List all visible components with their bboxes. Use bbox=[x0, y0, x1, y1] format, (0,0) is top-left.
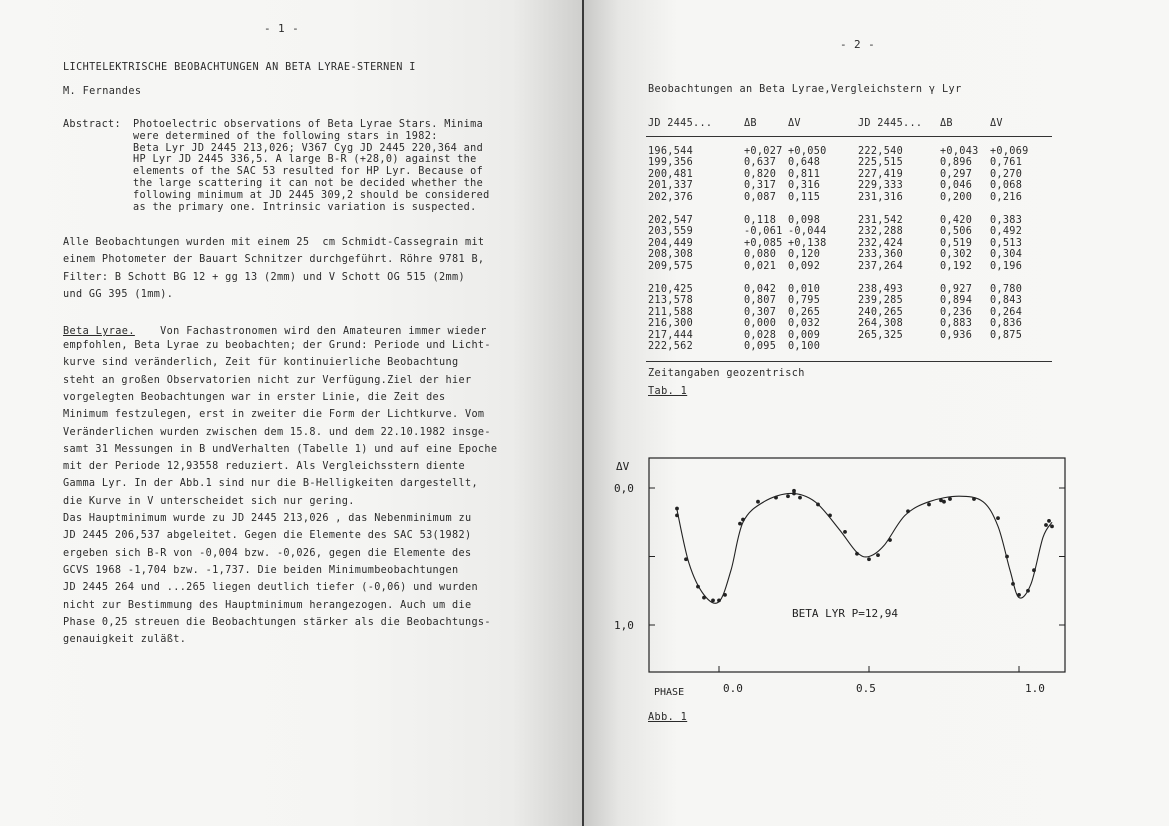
y-tick-label-0: 0,0 bbox=[614, 482, 634, 495]
abstract-line: elements of the SAC 53 resulted for HP Lyr. Because of bbox=[133, 166, 484, 178]
right-page bbox=[584, 0, 1169, 826]
table-cell: 265,325 bbox=[858, 329, 904, 341]
table-cell: 199,356 bbox=[648, 157, 694, 169]
body-line: nicht zur Bestimmung des Hauptminimum herangezogen. Auch um die bbox=[63, 599, 472, 611]
table-cell: 0,513 bbox=[990, 237, 1023, 249]
table-cell: +0,043 bbox=[940, 146, 979, 157]
table-cell: 222,540 bbox=[858, 146, 904, 157]
table-cell: 0,098 bbox=[788, 215, 821, 226]
abstract-line: Beta Lyr JD 2445 213,026; V367 Cyg JD 2445 220,364 and bbox=[133, 142, 484, 154]
table-cell: 232,288 bbox=[858, 226, 904, 238]
table-cell: 0,936 bbox=[940, 329, 973, 341]
table-cell: 0,196 bbox=[990, 260, 1023, 272]
table-cell: +0,138 bbox=[788, 237, 827, 249]
table-cell: 213,578 bbox=[648, 295, 694, 307]
table-note: Zeitangaben geozentrisch bbox=[648, 368, 805, 379]
table-cell: 238,493 bbox=[858, 284, 904, 295]
body-line: GCVS 1968 -1,704 bzw. -1,737. Die beiden Minimumbeobachtungen bbox=[63, 564, 459, 576]
table-cell: 210,425 bbox=[648, 284, 694, 295]
section-heading: Beta Lyrae. bbox=[63, 326, 135, 337]
data-point bbox=[1011, 582, 1015, 586]
table-cell: 232,424 bbox=[858, 237, 904, 249]
table-cell: 225,515 bbox=[858, 157, 904, 169]
instrument-line: einem Photometer der Bauart Schnitzer durchgeführt. Röhre 9781 B, bbox=[63, 254, 485, 266]
x-tick-label-0: 0.0 bbox=[723, 682, 743, 695]
table-cell: 0,216 bbox=[990, 191, 1023, 203]
plot-frame bbox=[649, 458, 1065, 672]
table-cell: 0,068 bbox=[990, 180, 1023, 192]
table-cell: 227,419 bbox=[858, 168, 904, 180]
table-cell: 239,285 bbox=[858, 295, 904, 307]
figure-caption: Abb. 1 bbox=[648, 712, 688, 723]
table-cell: 0,780 bbox=[990, 284, 1023, 295]
data-point bbox=[843, 530, 847, 534]
body-line: kurve sind veränderlich, Zeit für kontinuierliche Beobachtung bbox=[63, 357, 459, 369]
table-cell: 0,009 bbox=[788, 329, 821, 341]
abstract-line: were determined of the following stars in 1982: bbox=[133, 130, 438, 142]
body-line: Minimum festzulegen, erst in zweiter die Form der Lichtkurve. Vom bbox=[63, 409, 485, 421]
table-bottom-rule bbox=[646, 361, 1052, 362]
data-point bbox=[1017, 593, 1021, 597]
body-line: ergeben sich B-R von -0,004 bzw. -0,026, gegen die Elemente des bbox=[63, 547, 472, 559]
table-cell: 196,544 bbox=[648, 146, 694, 157]
data-point bbox=[855, 552, 859, 556]
table-cell: 202,376 bbox=[648, 191, 694, 203]
data-point bbox=[906, 509, 910, 513]
data-point bbox=[675, 514, 679, 518]
table-cell: 231,542 bbox=[858, 215, 904, 226]
table-cell: 0,200 bbox=[940, 191, 973, 203]
col-jd-1: JD 2445... bbox=[648, 118, 713, 129]
table-cell: 0,000 bbox=[744, 318, 777, 330]
col-dv-2: ΔV bbox=[990, 118, 1003, 129]
table-cell: 209,575 bbox=[648, 260, 694, 272]
table-cell: 203,559 bbox=[648, 226, 694, 238]
abstract-line: as the primary one. Intrinsic variation is suspected. bbox=[133, 201, 477, 213]
table-cell: +0,027 bbox=[744, 146, 783, 157]
y-tick-label-1: 1,0 bbox=[614, 619, 634, 632]
table-cell: 211,588 bbox=[648, 306, 694, 318]
table-cell: 222,562 bbox=[648, 341, 694, 352]
light-curve-chart bbox=[584, 440, 1169, 740]
data-point bbox=[927, 503, 931, 507]
table-cell: 0,807 bbox=[744, 295, 777, 307]
author: M. Fernandes bbox=[63, 86, 142, 97]
body-line: samt 31 Messungen in B undVerhalten (Tabelle 1) und auf eine Epoche bbox=[63, 443, 498, 455]
table-top-rule bbox=[646, 136, 1052, 137]
body-line: steht an großen Observatorien nicht zur Verfügung.Ziel der hier bbox=[63, 374, 472, 386]
body-line: Das Hauptminimum wurde zu JD 2445 213,026 , das Nebenminimum zu bbox=[63, 513, 472, 524]
table-cell: 0,265 bbox=[788, 306, 821, 318]
col-jd-2: JD 2445... bbox=[858, 118, 923, 129]
body-line: JD 2445 264 und ...265 liegen deutlich tiefer (-0,06) und wurden bbox=[63, 582, 478, 594]
body-first-line: Von Fachastronomen wird den Amateuren immer wieder bbox=[147, 326, 487, 337]
table-cell: 0,118 bbox=[744, 215, 777, 226]
page-number-2: - 2 - bbox=[840, 38, 876, 51]
table-cell: +0,069 bbox=[990, 146, 1029, 157]
table-cell: 0,192 bbox=[940, 260, 973, 272]
abstract-line: following minimum at JD 2445 309,2 should be considered bbox=[133, 189, 490, 201]
table-cell: 0,894 bbox=[940, 295, 973, 307]
table-cell: 201,337 bbox=[648, 180, 694, 192]
table-cell: 0,896 bbox=[940, 157, 973, 169]
abstract-line: the large scattering it can not be decided whether the bbox=[133, 178, 484, 189]
body-line: empfohlen, Beta Lyrae zu beobachten; der Grund: Periode und Licht- bbox=[63, 340, 491, 351]
table-cell: 0,648 bbox=[788, 157, 821, 169]
body-line: JD 2445 206,537 abgeleitet. Gegen die Elemente des SAC 53(1982) bbox=[63, 530, 472, 542]
data-point bbox=[717, 598, 721, 602]
data-point bbox=[948, 497, 952, 501]
table-body bbox=[648, 146, 1058, 356]
table-cell: 0,095 bbox=[744, 341, 777, 352]
data-point bbox=[1032, 568, 1036, 572]
data-point bbox=[828, 514, 832, 518]
table-cell: 237,264 bbox=[858, 260, 904, 272]
fitted-light-curve bbox=[677, 493, 1052, 603]
table-cell: 0,120 bbox=[788, 249, 821, 261]
table-cell: 0,843 bbox=[990, 295, 1023, 307]
data-point bbox=[876, 553, 880, 557]
data-point bbox=[798, 496, 802, 500]
table-cell: 0,087 bbox=[744, 191, 777, 203]
instrument-line: und GG 395 (1mm). bbox=[63, 288, 174, 300]
data-point bbox=[696, 585, 700, 589]
data-point bbox=[792, 492, 796, 496]
table-cell: 0,080 bbox=[744, 249, 777, 261]
table-cell: 0,927 bbox=[940, 284, 973, 295]
table-cell: 0,028 bbox=[744, 329, 777, 341]
table-cell: 202,547 bbox=[648, 215, 694, 226]
table-cell: 0,637 bbox=[744, 157, 777, 169]
table-cell: 0,492 bbox=[990, 226, 1023, 238]
table-heading: Beobachtungen an Beta Lyrae,Vergleichstern γ Lyr bbox=[648, 84, 962, 95]
table-cell: 0,092 bbox=[788, 260, 821, 272]
table-cell: 0,317 bbox=[744, 180, 777, 192]
table-cell: 231,316 bbox=[858, 191, 904, 203]
body-line: Gamma Lyr. In der Abb.1 sind nur die B-Helligkeiten dargestellt, bbox=[63, 478, 478, 490]
table-cell: 0,297 bbox=[940, 168, 973, 180]
left-page bbox=[0, 0, 582, 826]
abstract-label: Abstract: bbox=[63, 119, 121, 130]
data-point bbox=[774, 496, 778, 500]
table-cell: 0,875 bbox=[990, 329, 1023, 341]
table-cell: 0,383 bbox=[990, 215, 1023, 226]
data-point bbox=[786, 494, 790, 498]
table-header bbox=[648, 118, 1058, 138]
col-db-2: ΔB bbox=[940, 118, 953, 129]
data-point bbox=[888, 538, 892, 542]
table-cell: 204,449 bbox=[648, 237, 694, 249]
table-cell: 0,420 bbox=[940, 215, 973, 226]
table-cell: 0,761 bbox=[990, 157, 1023, 169]
table-cell: 0,010 bbox=[788, 284, 821, 295]
data-point bbox=[816, 503, 820, 507]
x-axis-label: PHASE bbox=[654, 687, 685, 698]
abstract-line: Photoelectric observations of Beta Lyrae Stars. Minima bbox=[133, 119, 484, 130]
table-cell: 200,481 bbox=[648, 168, 694, 180]
data-point bbox=[741, 518, 745, 522]
data-point bbox=[684, 557, 688, 561]
instrument-line: Filter: B Schott BG 12 + gg 13 (2mm) und V Schott OG 515 (2mm) bbox=[63, 271, 465, 283]
page-number: - 1 - bbox=[264, 22, 300, 35]
table-cell: 0,270 bbox=[990, 168, 1023, 180]
table-cell: 216,300 bbox=[648, 318, 694, 330]
table-cell: 0,883 bbox=[940, 318, 973, 330]
table-cell: 0,042 bbox=[744, 284, 777, 295]
x-tick-label-1: 0.5 bbox=[856, 682, 876, 695]
data-point bbox=[1047, 519, 1051, 523]
table-cell: 217,444 bbox=[648, 329, 694, 341]
data-point bbox=[738, 522, 742, 526]
body-line: die Kurve in V unterscheidet sich nur gering. bbox=[63, 495, 355, 507]
table-cell: 0,236 bbox=[940, 306, 973, 318]
table-cell: +0,085 bbox=[744, 237, 783, 249]
table-cell: 0,820 bbox=[744, 168, 777, 180]
data-point bbox=[1050, 524, 1054, 528]
table-cell: 264,308 bbox=[858, 318, 904, 330]
table-cell: 0,046 bbox=[940, 180, 973, 192]
body-line: Veränderlichen wurden zwischen dem 15.8. und dem 22.10.1982 insge- bbox=[63, 426, 491, 438]
table-cell: 0,302 bbox=[940, 249, 973, 261]
table-cell: 0,506 bbox=[940, 226, 973, 238]
table-cell: 0,100 bbox=[788, 341, 821, 352]
table-cell: -0,061 bbox=[744, 226, 783, 238]
table-cell: 0,811 bbox=[788, 168, 821, 180]
body-line: Phase 0,25 streuen die Beobachtungen stärker als die Beobachtungs- bbox=[63, 616, 491, 628]
table-cell: 240,265 bbox=[858, 306, 904, 318]
table-cell: -0,044 bbox=[788, 226, 827, 238]
body-line: vorgelegten Beobachtungen war in erster Linie, die Zeit des bbox=[63, 391, 446, 403]
table-cell: 0,021 bbox=[744, 260, 777, 272]
table-cell: +0,050 bbox=[788, 146, 827, 157]
instrument-line: Alle Beobachtungen wurden mit einem 25 cm Schmidt-Cassegrain mit bbox=[63, 237, 485, 248]
table-cell: 0,519 bbox=[940, 237, 973, 249]
body-line: mit der Periode 12,93558 reduziert. Als Vergleichsstern diente bbox=[63, 461, 465, 473]
data-point bbox=[867, 557, 871, 561]
table-cell: 208,308 bbox=[648, 249, 694, 261]
col-dv-1: ΔV bbox=[788, 118, 801, 129]
data-point bbox=[942, 500, 946, 504]
data-point bbox=[996, 516, 1000, 520]
body-line: genauigkeit zuläßt. bbox=[63, 634, 187, 646]
table-cell: 0,836 bbox=[990, 318, 1023, 330]
data-point bbox=[675, 507, 679, 511]
table-cell: 0,316 bbox=[788, 180, 821, 192]
table-cell: 229,333 bbox=[858, 180, 904, 192]
data-point bbox=[702, 596, 706, 600]
table-cell: 0,264 bbox=[990, 306, 1023, 318]
table-cell: 0,032 bbox=[788, 318, 821, 330]
data-point bbox=[756, 500, 760, 504]
article-title: LICHTELEKTRISCHE BEOBACHTUNGEN AN BETA LYRAE-STERNEN I bbox=[63, 62, 416, 73]
table-cell: 0,304 bbox=[990, 249, 1023, 261]
data-point bbox=[972, 497, 976, 501]
data-point bbox=[711, 598, 715, 602]
abstract-line: HP Lyr JD 2445 336,5. A large B-R (+28,0) against the bbox=[133, 154, 477, 166]
chart-title: BETA LYR P=12,94 bbox=[792, 607, 898, 620]
data-point bbox=[1005, 555, 1009, 559]
y-axis-label: ΔV bbox=[616, 460, 630, 473]
x-tick-label-2: 1.0 bbox=[1025, 682, 1045, 695]
table-cell: 0,795 bbox=[788, 295, 821, 307]
table-cell: 0,307 bbox=[744, 306, 777, 318]
data-point bbox=[1026, 589, 1030, 593]
table-cell: 233,360 bbox=[858, 249, 904, 261]
data-point bbox=[723, 593, 727, 597]
data-point bbox=[1044, 523, 1048, 527]
table-cell: 0,115 bbox=[788, 191, 821, 203]
table-caption: Tab. 1 bbox=[648, 386, 688, 397]
col-db-1: ΔB bbox=[744, 118, 757, 129]
